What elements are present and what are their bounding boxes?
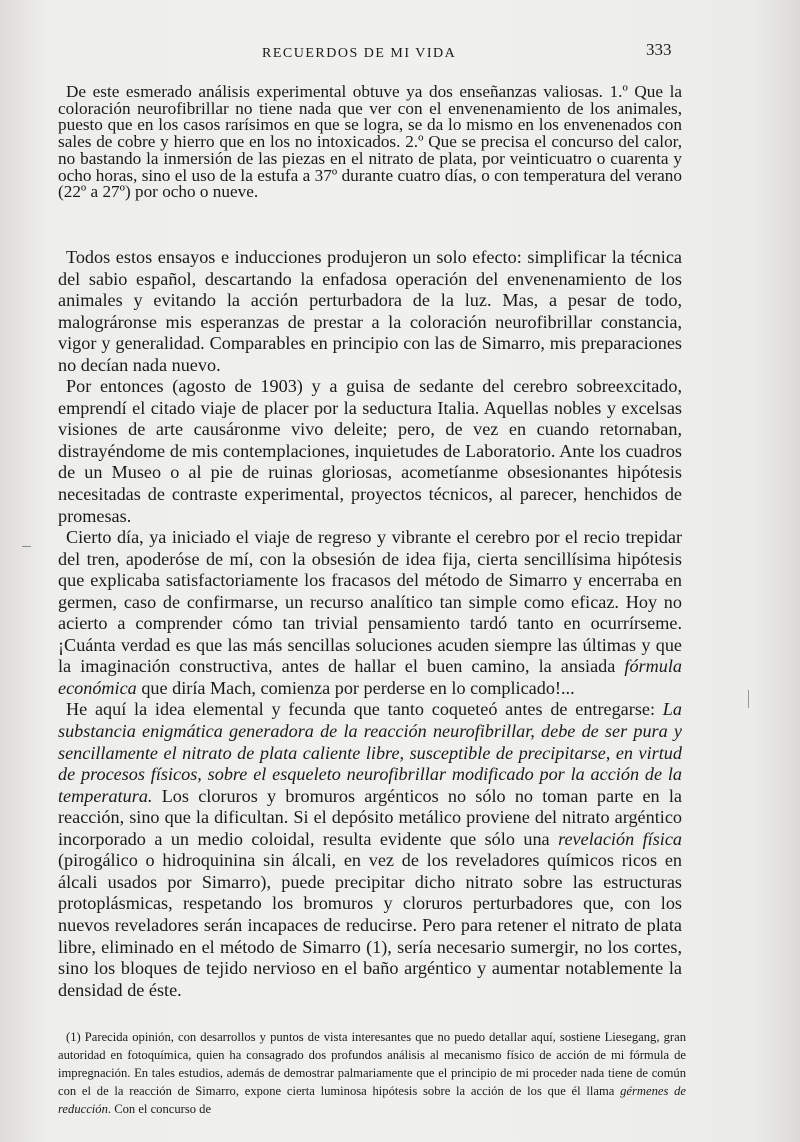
small-text-block [58, 84, 682, 201]
main-text-block [58, 247, 682, 1001]
paragraph-3-italic: fórmula económica [58, 656, 682, 698]
footnote-1 [58, 1028, 686, 1118]
paragraph-4-text-c: (pirogálico o hidroquinina sin álcali, en vez de los reveladores químicos ricos en álcali usados por Simarro), puede precipitar dicho nitrato sobre las estructuras protoplásmicas, respetando los bromuros y cloruros perturbadores que, con los nuevos reveladores serán incapaces de reducirse. Pero para retener el nitrato de plata libre, eliminado en el método de Simarro (1), sería necesario sumergir, no los cortes, sino los bloques de tejido nervioso en el baño argéntico y aumentar notablemente la densidad de éste. [58, 850, 682, 1000]
footnote-text-a: (1) Parecida opinión, con desarrollos y puntos de vista interesantes que no puedo detallar aquí, sostiene Liesegang, gran autoridad en fotoquímica, quien ha consagrado dos profundos análisis al mecanismo físico de acción de mi fórmula de impregnación. En tales estudios, además de demostrar palmariamente que el principio de mi proceder nada tiene de común con el de la reacción de Simarro, expone cierta luminosa hipótesis sobre la acción de los que él llama [58, 1030, 686, 1098]
paragraph-3-text-b: que diría Mach, comienza por perderse en lo complicado!... [136, 677, 575, 698]
paragraph-3 [58, 527, 682, 699]
paragraph-3-text-a: Cierto día, ya iniciado el viaje de regreso y vibrante el cerebro por el recio trepidar del tren, apoderóse de mí, con la obsesión de idea fija, cierta sencillísima hipótesis que explicaba satisfactoriamente los fracasos del método de Simarro y encerraba en germen, caso de confirmarse, un recurso analítico tan simple como eficaz. Hoy no acierto a comprender cómo tan trivial pensamiento tardó tanto en ocurrírseme. ¡Cuánta verdad es que las más sencillas soluciones acuden siempre las últimas y que la imaginación constructiva, antes de hallar el buen camino, la ansiada [58, 527, 682, 677]
paragraph-4 [58, 699, 682, 1001]
paragraph-4-text-a: He aquí la idea elemental y fecunda que tanto coqueteó antes de entregarse: [66, 699, 663, 720]
page-number: 333 [646, 40, 672, 59]
running-title: RECUERDOS DE MI VIDA [262, 46, 457, 61]
paragraph-1: Todos estos ensayos e inducciones produjeron un solo efecto: simplificar la técnica del sabio español, descartando la enfadosa operación del envenenamiento de los animales y evitando la acción perturbadora de la luz. Mas, a pesar de todo, malográronse mis esperanzas de prestar a la coloración neurofibrillar constancia, vigor y generalidad. Comparables en principio con las de Simarro, mis preparaciones no decían nada nuevo. [58, 247, 682, 375]
footnote-block [58, 1028, 686, 1118]
paragraph-analysis: De este esmerado análisis experimental obtuve ya dos enseñanzas valiosas. 1.º Que la coloración neurofibrillar no tiene nada que ver con el envenenamiento de los animales, puesto que en los casos rarísimos en que se logra, se da lo mismo en los envenenados con sales de cobre y hierro que en los no intoxicados. 2.º Que se precisa el concurso del calor, no bastando la inmersión de las piezas en el nitrato de plata, por veinticuatro o cuarenta y ocho horas, sino el uso de la estufa a 37º durante cuatro días, o con temperatura del verano (22º a 27º) por ocho o nueve. [58, 82, 682, 202]
margin-mark-right [748, 690, 749, 708]
footnote-italic: gérmenes de reducción [58, 1084, 686, 1116]
margin-mark-left [22, 546, 31, 547]
paragraph-4-italic-thesis: La substancia enigmática generadora de la reacción neurofibrillar, debe de ser pura y sencillamente el nitrato de plata caliente libre, susceptible de precipitarse, en virtud de procesos físicos, sobre el esqueleto neurofibrillar modificado por la acción de la temperatura. [58, 699, 682, 806]
paragraph-2: Por entonces (agosto de 1903) y a guisa de sedante del cerebro sobreexcitado, emprendí el citado viaje de placer por la seductura Italia. Aquellas nobles y excelsas visiones de arte causáronme vivo deleite; pero, de vez en cuando retornaban, distrayéndome de mis contemplaciones, inquietudes de Laboratorio. Ante los cuadros de un Museo o al pie de ruinas gloriosas, acometíanme obsesionantes hipótesis necesitadas de contraste experimental, proyectos técnicos, al parecer, henchidos de promesas. [58, 376, 682, 526]
paragraph-4-text-b: Los cloruros y bromuros argénticos no sólo no toman parte en la reacción, sino que la dificultan. Si el depósito metálico proviene del nitrato argéntico incorporado a un medio coloidal, resulta evidente que sólo una [58, 785, 682, 849]
paragraph-4-italic-term: revelación física [558, 828, 683, 849]
footnote-text-b: . Con el concurso de [107, 1102, 212, 1116]
